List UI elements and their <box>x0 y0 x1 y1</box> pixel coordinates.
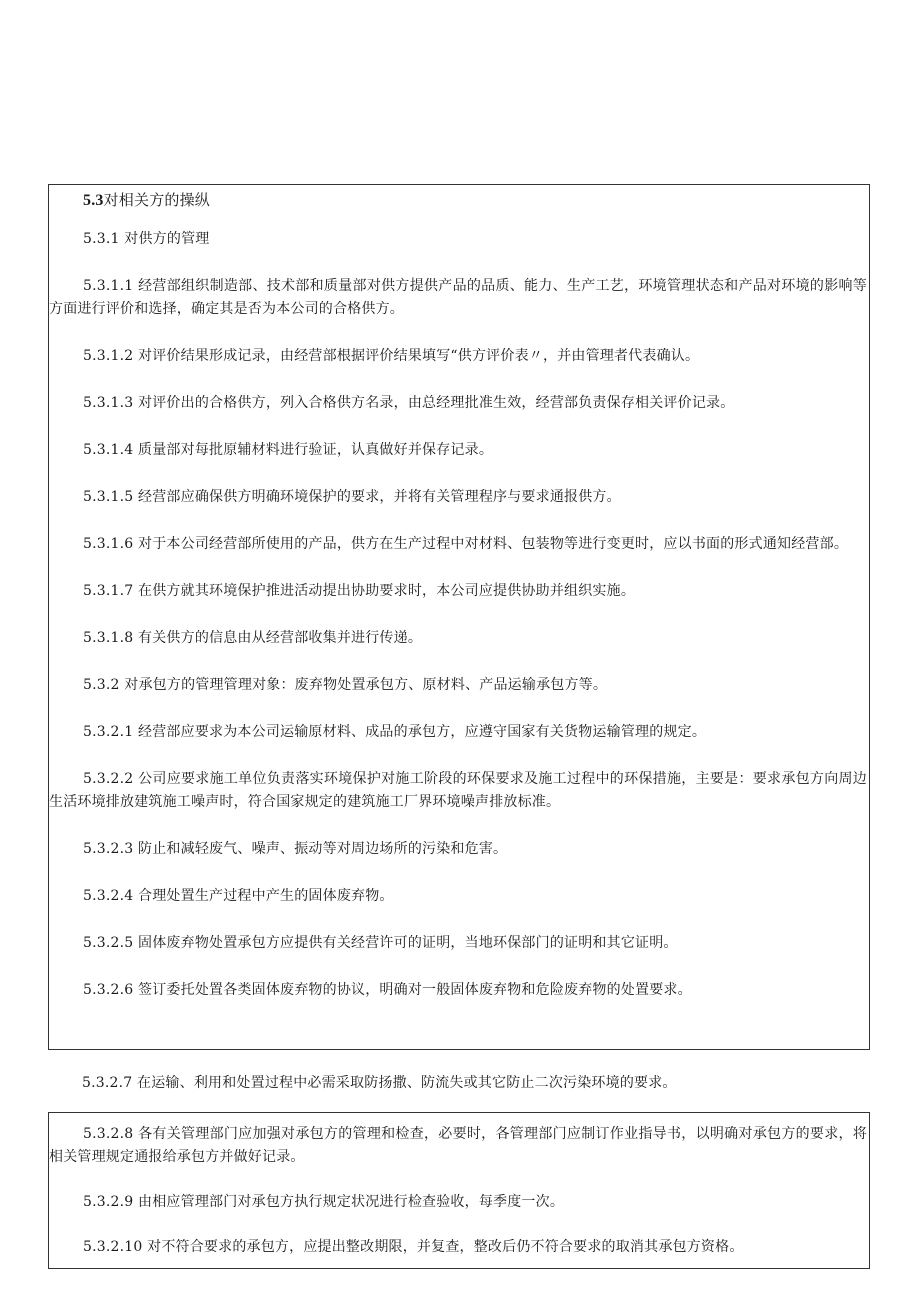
content-box-2 <box>48 1112 870 1269</box>
paragraph-5-3-1: 5.3.1 对供方的管理 <box>83 231 210 247</box>
paragraph-5-3-1-7: 5.3.1.7 在供方就其环境保护推进活动提出协助要求时，本公司应提供协助并组织实施。 <box>83 583 636 599</box>
paragraph-5-3-2: 5.3.2 对承包方的管理管理对象：废弃物处置承包方、原材料、产品运输承包方等。 <box>83 677 608 693</box>
paragraph-5-3-1-8: 5.3.1.8 有关供方的信息由从经营部收集并进行传递。 <box>83 630 423 646</box>
paragraph-5-3-2-10: 5.3.2.10 对不符合要求的承包方，应提出整改期限，并复查，整改后仍不符合要求的取消其承包方资格。 <box>83 1239 744 1255</box>
paragraph-5-3-1-1: 5.3.1.1 经营部组织制造部、技术部和质量部对供方提供产品的品质、能力、生产工艺，环境管理状态和产品对环境的影响等方面进行评价和选择，确定其是否为本公司的合格供方。 <box>49 278 867 317</box>
paragraph-5-3-2-3: 5.3.2.3 防止和减轻废气、噪声、振动等对周边场所的污染和危害。 <box>83 841 508 857</box>
paragraph-5-3-2-8: 5.3.2.8 各有关管理部门应加强对承包方的管理和检查，必要时，各管理部门应制订作业指导书，以明确对承包方的要求，将相关管理规定通报给承包方并做好记录。 <box>49 1126 867 1165</box>
paragraph-5-3-1-6: 5.3.1.6 对于本公司经营部所使用的产品，供方在生产过程中对材料、包装物等进行变更时，应以书面的形式通知经营部。 <box>83 536 849 552</box>
paragraph-5-3-2-1: 5.3.2.1 经营部应要求为本公司运输原材料、成品的承包方，应遵守国家有关货物运输管理的规定。 <box>83 724 707 740</box>
paragraph-5-3-2-5: 5.3.2.5 固体废弃物处置承包方应提供有关经营许可的证明，当地环保部门的证明和其它证明。 <box>83 935 678 951</box>
section-title: 对相关方的操纵 <box>103 191 211 209</box>
paragraph-5-3-2-7: 5.3.2.7 在运输、利用和处置过程中必需采取防扬撒、防流失或其它防止二次污染环境的要求。 <box>82 1075 677 1091</box>
paragraph-5-3-1-4: 5.3.1.4 质量部对每批原辅材料进行验证，认真做好并保存记录。 <box>83 442 494 458</box>
paragraph-5-3-2-9: 5.3.2.9 由相应管理部门对承包方执行规定状况进行检查验收，每季度一次。 <box>83 1194 565 1210</box>
paragraph-5-3-2-2: 5.3.2.2 公司应要求施工单位负责落实环境保护对施工阶段的环保要求及施工过程中的环保措施，主要是：要求承包方向周边生活环境排放建筑施工噪声时，符合国家规定的建筑施工厂界环境噪声排放标准。 <box>49 771 867 810</box>
section-heading <box>49 189 869 212</box>
paragraph-5-3-1-3: 5.3.1.3 对评价出的合格供方，列入合格供方名录，由总经理批准生效，经营部负责保存相关评价记录。 <box>83 395 735 411</box>
paragraph-5-3-1-2: 5.3.1.2 对评价结果形成记录，由经营部根据评价结果填写“供方评价表〃，并由管理者代表确认。 <box>83 348 700 364</box>
paragraph-5-3-1-5: 5.3.1.5 经营部应确保供方明确环境保护的要求，并将有关管理程序与要求通报供方。 <box>83 489 621 505</box>
section-number: 5.3 <box>83 192 104 209</box>
paragraph-5-3-2-4: 5.3.2.4 合理处置生产过程中产生的固体废弃物。 <box>83 888 394 904</box>
paragraph-5-3-2-6: 5.3.2.6 签订委托处置各类固体废弃物的协议，明确对一般固体废弃物和危险废弃物的处置要求。 <box>83 982 692 998</box>
content-box-1 <box>48 184 870 1050</box>
